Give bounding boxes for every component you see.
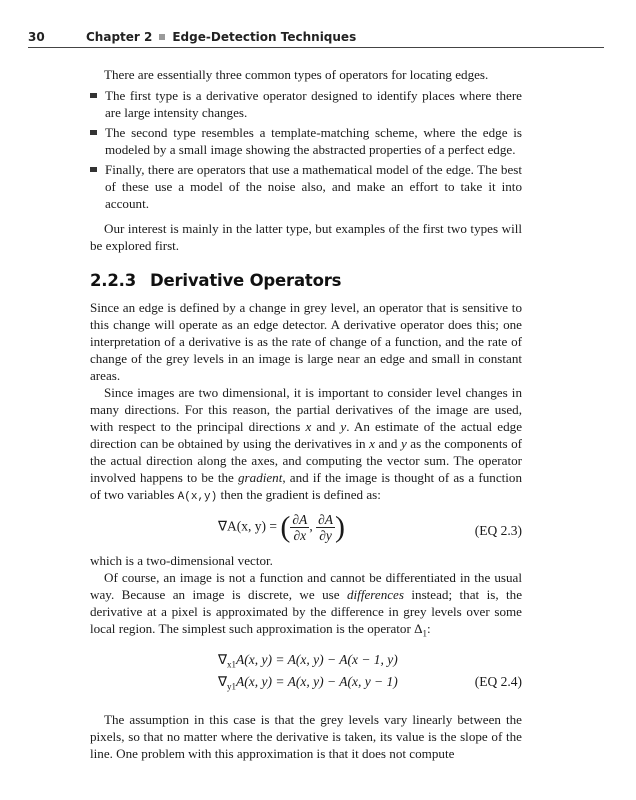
after-equation-text: which is a two-dimensional vector.	[90, 553, 273, 568]
equation-label: (EQ 2.4)	[474, 673, 522, 689]
separator-square-icon	[159, 34, 165, 40]
paragraph-2: Since images are two dimensional, it is important to consider level changes in many directions. For this reason, the partial derivatives of the image are used, with respect to the principal directions x and y. An estimate of the actual edge direction can be obtained by using the derivatives in x and y as the components of the actual direction along the axes, and computing the vector sum. The operator involved happens to be the gradient, and if the image is thought of as a function of two variables A(x,y) then the gradient is defined as:	[90, 385, 523, 503]
chapter-label: Chapter 2	[86, 30, 153, 44]
section-title: Derivative Operators	[149, 271, 342, 290]
bullet-icon	[90, 93, 97, 98]
interest-paragraph: Our interest is mainly in the latter type, but examples of the first two types will be explored first.	[90, 221, 522, 253]
code-term: A(x,y)	[177, 491, 218, 503]
section-heading	[90, 272, 522, 289]
bullet-icon	[90, 130, 97, 135]
operator-types-list	[90, 87, 522, 212]
body-text	[90, 66, 522, 762]
paragraph-4: The assumption in this case is that the grey levels vary linearly between the pixels, so that no matter where the derivative is taken, its value is the slope of the line. One problem with this approximation is that it does not compute	[90, 711, 522, 761]
equation-lhs: ∇A(x, y) =	[218, 518, 278, 534]
intro-paragraph: There are essentially three common types of operators for locating edges.	[104, 67, 489, 82]
equation-label: (EQ 2.3)	[474, 523, 522, 538]
equation-2-4-line-1: $\nabla_{x1}A(x$, y) = A(x, y) − A(x − 1, y)	[218, 651, 398, 670]
section-number: 2.2.3	[90, 271, 136, 290]
equation-2-4-line-2: $\nabla_{y1}A(x$, y) = A(x, y) − A(x, y − 1) (EQ 2.4)	[218, 673, 522, 692]
running-header	[28, 30, 356, 44]
header-rule	[28, 47, 604, 48]
chapter-title: Edge-Detection Techniques	[172, 30, 357, 44]
list-item: Finally, there are operators that use a mathematical model of the edge. The best of these use a model of the noise also, and make an effort to take it into account.	[90, 161, 522, 212]
paragraph-3: Of course, an image is not a function and cannot be differentiated in the usual way. Because an image is discrete, we use differences instead; that is, the derivative at a pixel is approximated by the difference in grey levels over some local region. The simplest such approximation is the operator $\Delta_1$:	[90, 570, 522, 639]
list-item: The second type resembles a template-matching scheme, where the edge is modeled by a small image showing the abstracted properties of a perfect edge.	[90, 124, 522, 158]
list-item: The first type is a derivative operator designed to identify places where there are large intensity changes.	[90, 87, 522, 121]
differences-term: differences	[347, 587, 404, 602]
bullet-icon	[90, 167, 97, 172]
page-number: 30	[28, 30, 45, 44]
gradient-term: gradient	[238, 470, 283, 485]
equation-2-3: ∇A(x, y) = ( $\frac{\partial A}{\partial x}$ , $\frac{\partial A}{\partial y}$ ) (EQ 2.3)	[218, 510, 522, 544]
paragraph-1: Since an edge is defined by a change in grey level, an operator that is sensitive to this change will operate as an edge detector. A derivative operator does this; one interpretation of a derivative is as the rate of change of a function, and the rate of change of the grey levels in an image is large near an edge and small in constant areas.	[90, 300, 522, 383]
